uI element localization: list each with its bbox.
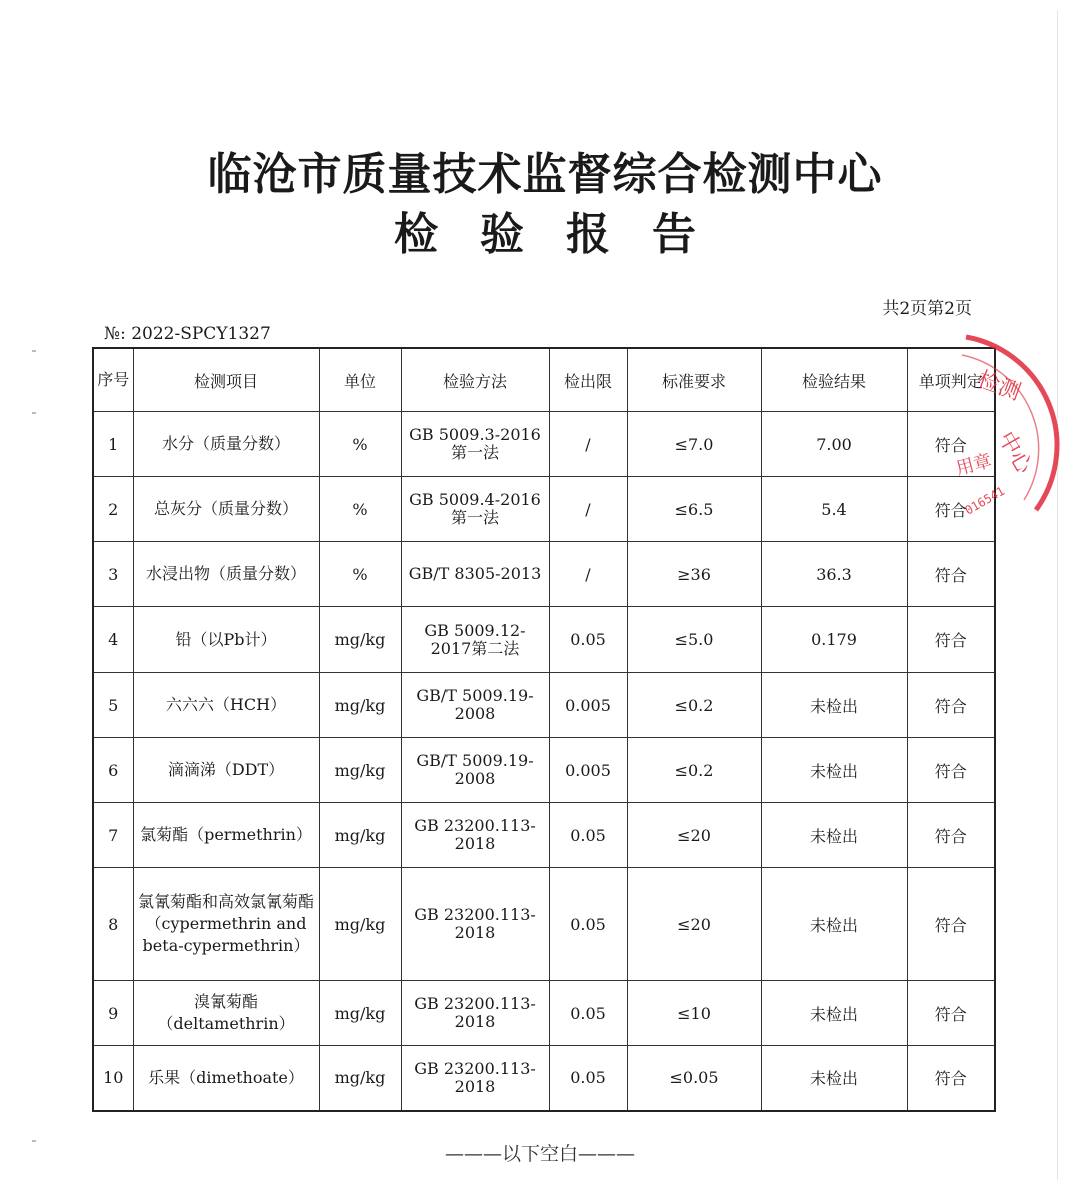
table-row <box>93 868 995 981</box>
row-method: GB 5009.3-2016第一法 <box>401 412 549 477</box>
row-limit: 0.05 <box>549 981 627 1046</box>
document-title: 临沧市质量技术监督综合检测中心 <box>207 149 883 200</box>
row-index: 9 <box>93 981 133 1046</box>
row-item: 氯氰菊酯和高效氯氰菊酯（cypermethrin and beta-cypermethrin） <box>133 868 319 981</box>
row-result: 未检出 <box>761 738 907 803</box>
row-index: 10 <box>93 1046 133 1111</box>
row-item: 溴氰菊酯（deltamethrin） <box>133 981 319 1046</box>
table-row <box>93 1046 995 1111</box>
row-standard: ≤20 <box>627 868 761 981</box>
header-verdict: 单项判定 <box>907 348 995 412</box>
row-unit: mg/kg <box>319 981 401 1046</box>
row-standard: ≤0.05 <box>627 1046 761 1111</box>
row-result: 0.179 <box>761 607 907 673</box>
row-result: 7.00 <box>761 412 907 477</box>
row-unit: mg/kg <box>319 1046 401 1111</box>
row-item: 水分（质量分数） <box>133 412 319 477</box>
row-unit: mg/kg <box>319 738 401 803</box>
row-index: 2 <box>93 477 133 542</box>
table-row <box>93 981 995 1046</box>
row-standard: ≥36 <box>627 542 761 607</box>
row-verdict: 符合 <box>907 542 995 607</box>
row-method: GB 23200.113-2018 <box>401 868 549 981</box>
table-row <box>93 477 995 542</box>
row-index: 6 <box>93 738 133 803</box>
row-verdict: 符合 <box>907 738 995 803</box>
row-limit: 0.05 <box>549 607 627 673</box>
svg-text:检测: 检测 <box>973 367 1024 406</box>
row-item: 氯菊酯（permethrin） <box>133 803 319 868</box>
row-limit: 0.05 <box>549 868 627 981</box>
row-standard: ≤0.2 <box>627 738 761 803</box>
row-verdict: 符合 <box>907 607 995 673</box>
row-verdict: 符合 <box>907 1046 995 1111</box>
header-standard: 标准要求 <box>627 348 761 412</box>
table-row <box>93 542 995 607</box>
row-unit: % <box>319 412 401 477</box>
row-method: GB 5009.12-2017第二法 <box>401 607 549 673</box>
row-method: GB 5009.4-2016 第一法 <box>401 477 549 542</box>
scan-mark <box>32 412 36 414</box>
row-item: 乐果（dimethoate） <box>133 1046 319 1111</box>
row-verdict: 符合 <box>907 477 995 542</box>
table-row <box>93 803 995 868</box>
row-standard: ≤0.2 <box>627 673 761 738</box>
table-row <box>93 412 995 477</box>
blank-below-note: ———以下空白——— <box>444 1143 635 1165</box>
row-result: 5.4 <box>761 477 907 542</box>
row-verdict: 符合 <box>907 868 995 981</box>
row-standard: ≤6.5 <box>627 477 761 542</box>
row-limit: / <box>549 412 627 477</box>
row-unit: mg/kg <box>319 868 401 981</box>
row-unit: % <box>319 542 401 607</box>
row-standard: ≤20 <box>627 803 761 868</box>
row-method: GB 23200.113-2018 <box>401 981 549 1046</box>
row-unit: mg/kg <box>319 673 401 738</box>
row-unit: mg/kg <box>319 607 401 673</box>
row-method: GB 23200.113-2018 <box>401 1046 549 1111</box>
table-row <box>93 607 995 673</box>
table-header-row <box>93 348 995 412</box>
header-item: 检测项目 <box>133 348 319 412</box>
header-unit: 单位 <box>319 348 401 412</box>
row-verdict: 符合 <box>907 412 995 477</box>
row-method: GB 23200.113-2018 <box>401 803 549 868</box>
row-unit: % <box>319 477 401 542</box>
row-method: GB/T 5009.19-2008 <box>401 673 549 738</box>
row-item: 滴滴涕（DDT） <box>133 738 319 803</box>
row-limit: 0.005 <box>549 673 627 738</box>
svg-text:中心: 中心 <box>992 427 1037 479</box>
row-unit: mg/kg <box>319 803 401 868</box>
row-standard: ≤10 <box>627 981 761 1046</box>
row-result: 未检出 <box>761 803 907 868</box>
row-index: 7 <box>93 803 133 868</box>
row-index: 3 <box>93 542 133 607</box>
report-number: №: 2022-SPCY1327 <box>104 324 271 344</box>
row-index: 8 <box>93 868 133 981</box>
row-limit: 0.005 <box>549 738 627 803</box>
table-row <box>93 738 995 803</box>
row-verdict: 符合 <box>907 803 995 868</box>
row-result: 36.3 <box>761 542 907 607</box>
row-method: GB/T 5009.19-2008 <box>401 738 549 803</box>
row-item: 总灰分（质量分数） <box>133 477 319 542</box>
row-verdict: 符合 <box>907 673 995 738</box>
row-item: 水浸出物（质量分数） <box>133 542 319 607</box>
row-index: 5 <box>93 673 133 738</box>
row-limit: / <box>549 477 627 542</box>
header-method: 检验方法 <box>401 348 549 412</box>
row-method: GB/T 8305-2013 <box>401 542 549 607</box>
report-table <box>92 347 996 1112</box>
row-limit: 0.05 <box>549 1046 627 1111</box>
row-item: 六六六（HCH） <box>133 673 319 738</box>
row-limit: 0.05 <box>549 803 627 868</box>
page-info: 共2页第2页 <box>882 299 972 319</box>
row-limit: / <box>549 542 627 607</box>
row-result: 未检出 <box>761 981 907 1046</box>
row-standard: ≤5.0 <box>627 607 761 673</box>
svg-text:016541: 016541 <box>962 483 1008 518</box>
row-result: 未检出 <box>761 868 907 981</box>
row-index: 4 <box>93 607 133 673</box>
header-index: 序号 <box>93 348 133 412</box>
row-result: 未检出 <box>761 1046 907 1111</box>
document-subtitle: 检验报告 <box>394 209 738 260</box>
row-standard: ≤7.0 <box>627 412 761 477</box>
svg-text:用章: 用章 <box>953 450 995 480</box>
row-index: 1 <box>93 412 133 477</box>
header-result: 检验结果 <box>761 348 907 412</box>
row-item: 铅（以Pb计） <box>133 607 319 673</box>
scan-mark <box>32 350 36 352</box>
row-result: 未检出 <box>761 673 907 738</box>
header-limit: 检出限 <box>549 348 627 412</box>
table-row <box>93 673 995 738</box>
row-verdict: 符合 <box>907 981 995 1046</box>
